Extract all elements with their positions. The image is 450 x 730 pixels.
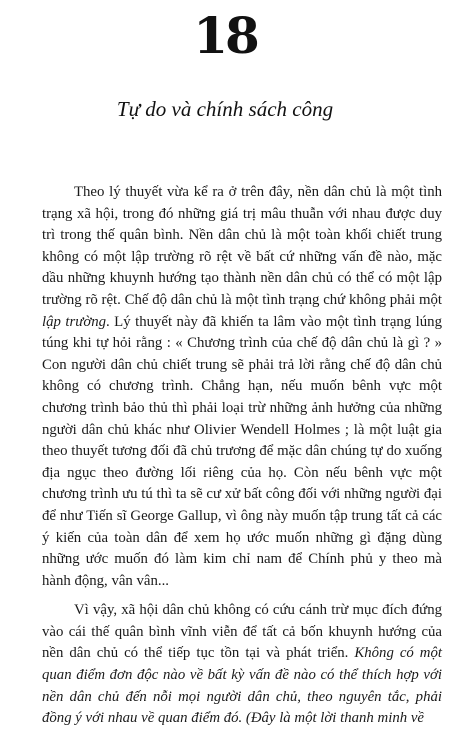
italic-segment: Không có một quan điểm đơn độc nào về bất kỳ vấn đề nào có thể thích hợp với nền dân chủ đến nỗi mọi người dân chủ, theo nguyên tắc, phải đồng ý với nhau về quan điểm đó. [42,645,443,727]
text-segment: Theo lý thuyết vừa kể ra ở trên đây, nền dân chủ là một tình trạng xã hội, trong đó những giá trị mâu thuẫn với nhau được duy trì trong thế quân bình. Nền dân chủ là một toàn khối chiết trung không có một lập trường rõ rệt về bất cứ những vấn đề nào, mặc dầu những khuynh hướng tạo thành nền dân chủ có thể có một lập trường rõ rệt. Chế độ dân chủ là một tình trạng chứ không phải một [42,184,442,308]
chapter-title: Tự do và chính sách công [116,97,334,121]
italic-segment: lập trường [42,313,107,330]
paragraph [42,600,442,730]
text-segment: . Lý thuyết này đã khiến ta lâm vào một tình trạng lúng túng khi tự hỏi rằng : « Chương trình của chế độ dân chủ là gì ? » Con người dân chủ chiết trung sẽ phải trả lời rằng chế độ dân chủ không có chương trình. Chẳng hạn, nếu muốn bênh vực một chương trình bảo thủ thì phải loại trừ những ảnh hưởng của những người dân chủ khác như Olivier Wendell Holmes ; là một luật gia theo thuyết tương đối đã chủ trương để mặc dân chúng tự do xuống địa ngục theo đường lối riêng của họ. Còn nếu bênh vực một chương trình ưu tú thì ta sẽ cư xử bất công đối với những người đại để như Tiến sĩ George Gallup, vì ông này muốn tập trung tất cả các ý kiến của toàn dân để xem họ ước muốn những gì đặng dùng những ước muốn đó làm kim chỉ nam để Chính phủ y theo mà hành động, vân vân... [42,313,442,589]
italic-segment: (Đây là một lời thanh minh về [242,710,424,727]
paragraph [42,182,442,592]
body-text [42,182,442,730]
text-segment: Vì vậy, xã hội dân chủ không có cứu cánh trừ mục đích đứng vào cái thế quân bình vĩnh viễn để tất cả bốn khuynh hướng của nền dân chủ có thể tiếp tục tồn tại và phát triển. [42,602,442,662]
chapter-number: 18 [193,6,257,65]
